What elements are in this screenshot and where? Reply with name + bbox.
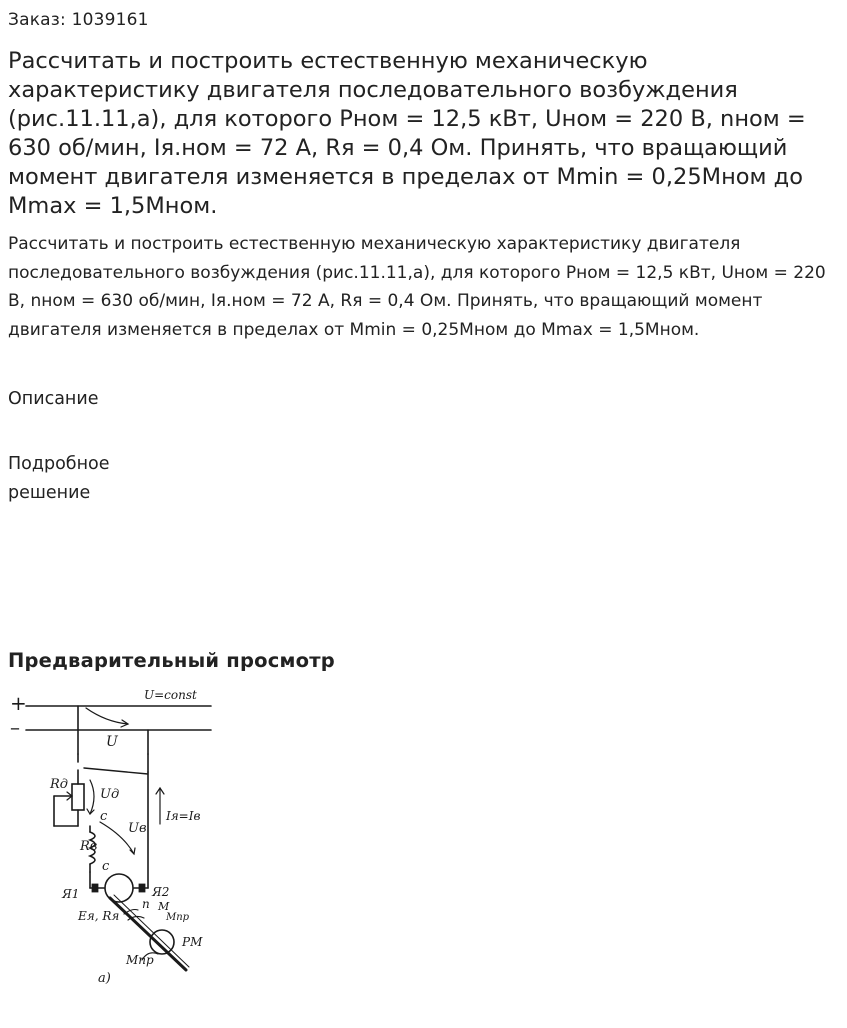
minus-sign: – — [10, 715, 20, 739]
ya2-label: Я2 — [152, 885, 170, 899]
task-title: Рассчитать и построить естественную механическую характеристику двигателя последовательного возбуждения (рис.11.11,а), для которого Рном = 12,5 кВт, Uном = 220 В, nном = 630 об/мин, Iя.ном = 72 А, Rя = 0,4 Ом. Принять, что вращающий момент двигателя изменяется в пределах от Mmin = 0,25Мном до Mmax = 1,5Мном. — [8, 48, 806, 219]
rd-label: Rд — [50, 777, 69, 792]
c2-label: c — [102, 859, 110, 874]
resistor-rd — [72, 784, 84, 810]
uv-label: Uв — [128, 821, 147, 836]
load-machine — [150, 930, 174, 954]
mpr-label: Mпр — [166, 912, 190, 923]
circuit-diagram-preview — [6, 684, 228, 990]
preview-heading: Предварительный просмотр — [8, 649, 335, 672]
ud-label: Uд — [100, 787, 120, 802]
current-label: Iя=Iв — [166, 809, 201, 823]
n-label: n — [142, 897, 150, 911]
switch-contact — [84, 768, 148, 774]
task-description: Рассчитать и построить естественную механическую характеристику двигателя последовательного возбуждения (рис.11.11,а), для которого Рном = 12,5 кВт, Uном = 220 В, nном = 630 об/мин, Iя.ном = 72 А, Rя = 0,4 Ом. Принять, что вращающий момент двигателя изменяется в пределах от Mmin = 0,25Мном до Mmax = 1,5Мном. — [8, 234, 826, 340]
rv-label: Rв — [80, 839, 98, 854]
voltage-arrow — [86, 708, 128, 724]
description-label: Описание — [8, 389, 99, 409]
ya1-label: Я1 — [62, 887, 80, 901]
c1-label: c — [100, 809, 108, 824]
order-number: Заказ: 1039161 — [8, 10, 149, 30]
pm-label: РМ — [182, 935, 203, 949]
m-label: M — [158, 900, 170, 913]
u-const-label: U=const — [144, 688, 197, 702]
figure-label: а) — [98, 971, 111, 986]
er-label: Eя, Rя — [78, 909, 120, 923]
u-label: U — [106, 734, 118, 750]
circuit-diagram-svg — [6, 684, 228, 990]
plus-sign: + — [10, 691, 27, 715]
ud-arrow — [90, 780, 94, 814]
solution-label: Подробное решение — [8, 454, 110, 503]
mpr2-label: Mпр — [126, 953, 154, 967]
